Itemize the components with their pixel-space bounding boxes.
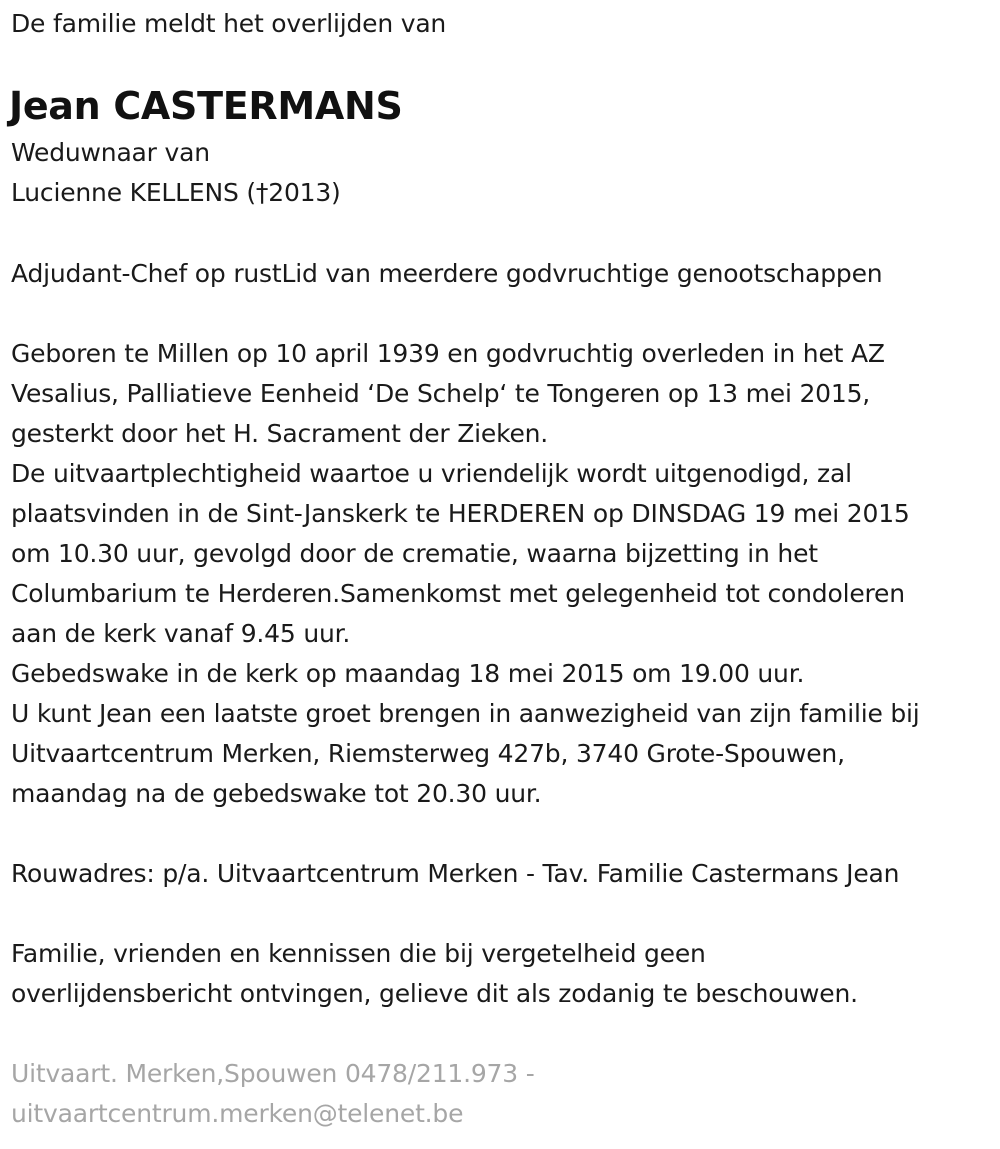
story-block: [11, 334, 920, 814]
footer-block: [11, 1054, 535, 1134]
story-line: maandag na de gebedswake tot 20.30 uur.: [11, 779, 542, 808]
widower-line: Weduwnaar van: [11, 138, 210, 167]
widower-block: [11, 133, 341, 213]
occupation-text: Adjudant-Chef op rustLid van meerdere godvruchtige genootschappen: [11, 259, 883, 288]
story-line: Gebedswake in de kerk op maandag 18 mei 2015 om 19.00 uur.: [11, 659, 805, 688]
footer-email: uitvaartcentrum.merken@telenet.be: [11, 1099, 464, 1128]
story-line: aan de kerk vanaf 9.45 uur.: [11, 619, 351, 648]
notice-line: overlijdensbericht ontvingen, gelieve dit als zodanig te beschouwen.: [11, 979, 858, 1008]
story-line: De uitvaartplechtigheid waartoe u vriendelijk wordt uitgenodigd, zal: [11, 459, 852, 488]
story-line: Geboren te Millen op 10 april 1939 en godvruchtig overleden in het AZ: [11, 339, 885, 368]
story-line: U kunt Jean een laatste groet brengen in aanwezigheid van zijn familie bij: [11, 699, 920, 728]
mourning-address: Rouwadres: p/a. Uitvaartcentrum Merken - Tav. Familie Castermans Jean: [11, 859, 900, 888]
story-line: plaatsvinden in de Sint-Janskerk te HERDEREN op DINSDAG 19 mei 2015: [11, 499, 910, 528]
story-line: gesterkt door het H. Sacrament der Zieken.: [11, 419, 549, 448]
address-block: [11, 854, 899, 894]
story-line: Uitvaartcentrum Merken, Riemsterweg 427b, 3740 Grote-Spouwen,: [11, 739, 845, 768]
deceased-name: Jean CASTERMANS: [9, 84, 403, 128]
story-line: Columbarium te Herderen.Samenkomst met gelegenheid tot condoleren: [11, 579, 905, 608]
occupation-block: [11, 254, 882, 294]
spouse-line: Lucienne KELLENS (†2013): [11, 178, 341, 207]
story-line: Vesalius, Palliatieve Eenheid ‘De Schelp‘ te Tongeren op 13 mei 2015,: [11, 379, 871, 408]
footer-contact: Uitvaart. Merken,Spouwen 0478/211.973 -: [11, 1059, 535, 1088]
notice-block: [11, 934, 858, 1014]
story-line: om 10.30 uur, gevolgd door de crematie, waarna bijzetting in het: [11, 539, 818, 568]
notice-line: Familie, vrienden en kennissen die bij vergetelheid geen: [11, 939, 706, 968]
intro-text: De familie meldt het overlijden van: [11, 9, 447, 38]
